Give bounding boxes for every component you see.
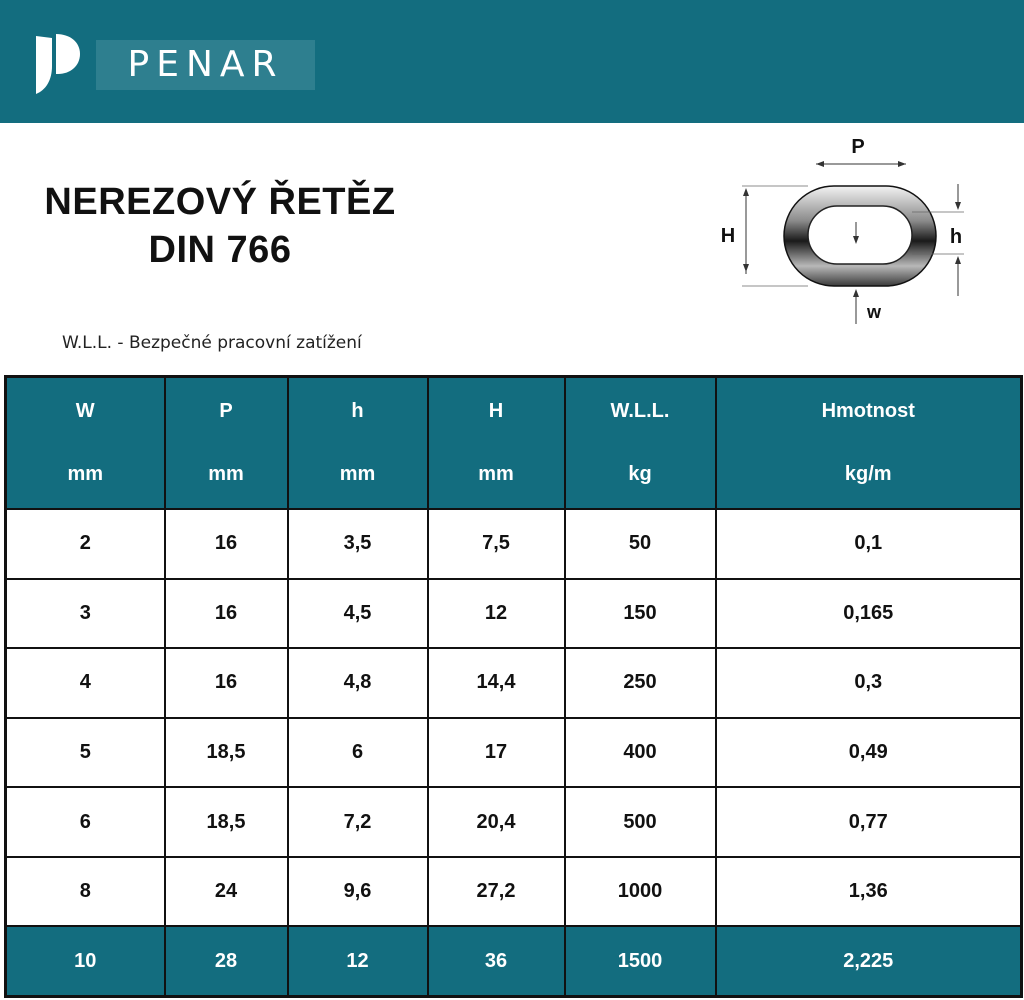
diagram-label-w: w [866, 302, 882, 322]
table-header-row [6, 377, 1022, 510]
diagram-label-h-upper: H [720, 225, 736, 247]
diagram-label-h-lower: h [949, 226, 963, 248]
cell-h-small: 9,6 [288, 857, 428, 927]
cell-p: 18,5 [165, 718, 288, 788]
cell-weight: 0,77 [716, 787, 1022, 857]
cell-wll: 1500 [565, 926, 716, 996]
cell-wll: 400 [565, 718, 716, 788]
cell-h-small: 4,8 [288, 648, 428, 718]
cell-wll: 500 [565, 787, 716, 857]
cell-w: 4 [6, 648, 165, 718]
logo-wordmark: PENAR [127, 44, 284, 85]
table-row [6, 926, 1022, 996]
header-band [0, 0, 1024, 123]
cell-weight: 0,1 [716, 509, 1022, 579]
logo-wordmark-box [96, 40, 315, 90]
cell-weight: 2,225 [716, 926, 1022, 996]
cell-h-small: 4,5 [288, 579, 428, 649]
column-header-h-large: H mm [428, 377, 565, 510]
cell-weight: 1,36 [716, 857, 1022, 927]
column-header-weight: Hmotnost kg/m [716, 377, 1022, 510]
table-row [6, 857, 1022, 927]
page-title [40, 178, 400, 274]
cell-h-small: 12 [288, 926, 428, 996]
table-row [6, 718, 1022, 788]
penar-logo-icon [30, 28, 82, 98]
cell-h-large: 12 [428, 579, 565, 649]
cell-h-large: 36 [428, 926, 565, 996]
cell-h-large: 20,4 [428, 787, 565, 857]
column-header-w: W mm [6, 377, 165, 510]
table-row [6, 579, 1022, 649]
column-header-h-small: h mm [288, 377, 428, 510]
title-line-2: DIN 766 [148, 229, 292, 271]
cell-weight: 0,3 [716, 648, 1022, 718]
cell-h-large: 7,5 [428, 509, 565, 579]
diagram-label-p: P [851, 136, 865, 158]
cell-p: 16 [165, 648, 288, 718]
cell-w: 8 [6, 857, 165, 927]
cell-p: 18,5 [165, 787, 288, 857]
cell-wll: 1000 [565, 857, 716, 927]
cell-p: 28 [165, 926, 288, 996]
table-row [6, 509, 1022, 579]
table-row [6, 787, 1022, 857]
cell-w: 3 [6, 579, 165, 649]
cell-w: 6 [6, 787, 165, 857]
column-header-p: P mm [165, 377, 288, 510]
chain-link-diagram-icon [700, 126, 990, 336]
cell-h-large: 27,2 [428, 857, 565, 927]
cell-w: 2 [6, 509, 165, 579]
spec-table [4, 375, 1023, 998]
cell-w: 10 [6, 926, 165, 996]
cell-wll: 50 [565, 509, 716, 579]
cell-w: 5 [6, 718, 165, 788]
cell-weight: 0,165 [716, 579, 1022, 649]
table-body [6, 509, 1022, 997]
cell-wll: 250 [565, 648, 716, 718]
cell-h-large: 17 [428, 718, 565, 788]
cell-weight: 0,49 [716, 718, 1022, 788]
cell-h-small: 6 [288, 718, 428, 788]
cell-wll: 150 [565, 579, 716, 649]
cell-h-small: 7,2 [288, 787, 428, 857]
cell-h-large: 14,4 [428, 648, 565, 718]
wll-legend: W.L.L. - Bezpečné pracovní zatížení [62, 333, 362, 353]
title-line-1: NEREZOVÝ ŘETĚZ [44, 181, 396, 223]
cell-p: 16 [165, 509, 288, 579]
cell-p: 16 [165, 579, 288, 649]
column-header-wll: W.L.L. kg [565, 377, 716, 510]
cell-h-small: 3,5 [288, 509, 428, 579]
cell-p: 24 [165, 857, 288, 927]
table-row [6, 648, 1022, 718]
